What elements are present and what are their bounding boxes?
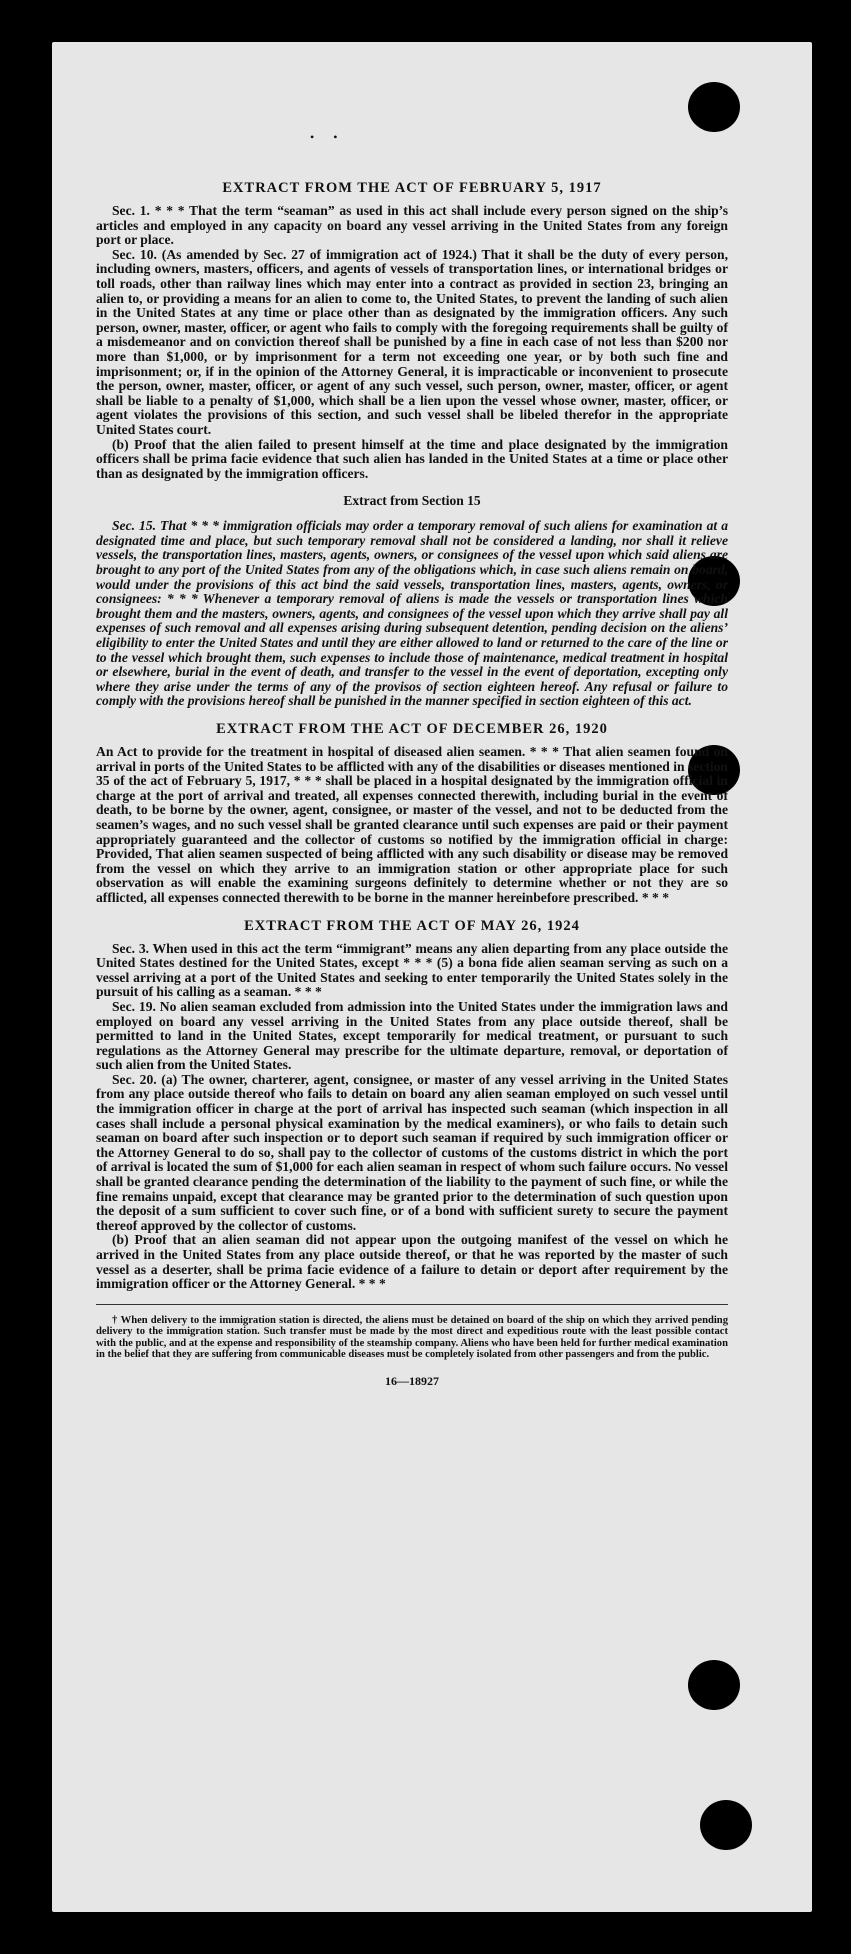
heading-act-1920: EXTRACT FROM THE ACT OF DECEMBER 26, 1920	[216, 721, 608, 737]
paragraph-sec10-b: (b) Proof that the alien failed to present himself at the time and place designated by the immigration officers shall be prima facie evidence that such alien has landed in the United States at a time or place other than as designated by the immigration officers.	[96, 436, 728, 481]
punch-hole	[688, 82, 740, 132]
top-mark: • •	[310, 130, 346, 144]
divider	[96, 1304, 728, 1305]
heading-act-1917: EXTRACT FROM THE ACT OF FEBRUARY 5, 1917	[222, 180, 602, 196]
paragraph-sec1: Sec. 1. * * * That the term “seaman” as used in this act shall include every person signed on the ship’s articles and employed in any capacity on board any vessel arriving in the United States from any foreign port or place.	[96, 203, 728, 248]
document-body	[96, 180, 728, 1389]
footnote	[96, 1315, 728, 1361]
footer-code: 16—18927	[385, 1374, 439, 1389]
paragraph-sec15: Sec. 15. That * * * immigration officials may order a temporary removal of such aliens for examination at a designated time and place, but such temporary removal shall not be considered a landing, nor shall it relieve vessels, the transportation lines, masters, agents, owners, or consignees of the vessel upon which said aliens are brought to any port of the United States from any of the obligations which, in case such aliens remain on board, would under the provisions of this act bind the said vessels, transportation lines, masters, agents, owners, or consignees: * * * Whenever a temporary removal of aliens is made the vessels or transportation lines which brought them and the masters, owners, agents, and consignees of the vessel upon which they arrive shall pay all expenses of such removal and all expenses arising during subsequent detention, pending decision on the aliens’ eligibility to enter the United States and until they are either allowed to land or returned to the care of the line or to the vessel which brought them, such expenses to include those of maintenance, medical treatment in hospital or elsewhere, burial in the event of death, and transfer to the vessel in the event of deportation, excepting only where they arise under the terms of any of the provisos of section eighteen hereof. Any refusal or failure to comply with the provisions hereof shall be punished in the manner specified in section eighteen of this act.	[96, 518, 728, 709]
paragraph-sec19: Sec. 19. No alien seaman excluded from admission into the United States under the immigration laws and employed on board any vessel arriving in the United States from any place outside thereof, shall be permitted to land in the United States, except temporarily for medical treatment, or pursuant to such regulations as the Attorney General may prescribe for the ultimate departure, removal, or deportation of such alien from the United States.	[96, 998, 728, 1073]
subheading-section-15: Extract from Section 15	[343, 493, 481, 509]
footnote-text: † When delivery to the immigration station is directed, the aliens must be detained on board of the ship on which they arrived pending delivery to the immigration station. Such transfer must be made by the most direct and expeditious route with the least possible contact with the public, and at the expense and responsibility of the steamship company. Aliens who have been held for further medical examination in the belief that they are suffering from communicable diseases must be completely isolated from other passengers and from the public.	[96, 1314, 728, 1360]
heading-act-1924: EXTRACT FROM THE ACT OF MAY 26, 1924	[244, 917, 580, 934]
paragraph-sec20-b: (b) Proof that an alien seaman did not appear upon the outgoing manifest of the vessel on which he arrived in the United States from any place outside thereof, or that he was reported by the master of such vessel as a deserter, shall be prima facie evidence of a failure to detain or deport after requirement by the immigration officer or the Attorney General. * * *	[96, 1232, 728, 1292]
paragraph-sec20-a: Sec. 20. (a) The owner, charterer, agent, consignee, or master of any vessel arriving in the United States from any place outside thereof who fails to detain on board any alien seaman employed on such vessel until the immigration officer in charge at the port of arrival has inspected such seaman (which inspection in all cases shall include a personal physical examination by the medical examiners), or who fails to detain such seaman on board after such inspection or to deport such seaman if required by such immigration officer or the Attorney General to do so, shall pay to the collector of customs of the customs district in which the port of arrival is located the sum of $1,000 for each alien seaman in respect of whom such failure occurs. No vessel shall be granted clearance pending the determination of the liability to the payment of such fine, or while the fine remains unpaid, except that clearance may be granted prior to the determination of such question upon the deposit of a sum sufficient to cover such fine, or of a bond with sufficient surety to secure the payment thereof approved by the collector of customs.	[96, 1071, 728, 1233]
paragraph-sec10: Sec. 10. (As amended by Sec. 27 of immigration act of 1924.) That it shall be the duty of every person, including owners, masters, officers, and agents of vessels of transportation lines, or international bridges or toll roads, other than railway lines which may enter into a contract as provided in section 23, bringing an alien to, or providing a means for an alien to come to, the United States, to prevent the landing of such alien in the United States at any time or place other than as designated by the immigration officers. Any such person, owner, master, officer, or agent who fails to comply with the foregoing requirements shall be guilty of a misdemeanor and on conviction thereof shall be punished by a fine in each case of not less than $200 nor more than $1,000, or by imprisonment for a term not exceeding one year, or by both such fine and imprisonment; or, if in the opinion of the Attorney General, it is impracticable or inconvenient to prosecute the person, owner, master, officer, or agent of any such vessel, such person, owner, master, officer, or agent shall be liable to a penalty of $1,000, which shall be a lien upon the vessel whose owner, master, officer, or agent violates the provisions of this section, and such vessel shall be libeled therefor in the appropriate United States court.	[96, 246, 728, 437]
paragraph-sec3: Sec. 3. When used in this act the term “immigrant” means any alien departing from any place outside the United States destined for the United States, except * * * (5) a bona fide alien seaman serving as such on a vessel arriving at a port of the United States and seeking to enter temporarily the United States solely in the pursuit of his calling as a seaman. * * *	[96, 940, 728, 1000]
punch-hole	[700, 1800, 752, 1850]
paragraph-act-1920: An Act to provide for the treatment in hospital of diseased alien seamen. * * * That alien seamen found on arrival in ports of the United States to be afflicted with any of the disabilities or diseases mentioned in section 35 of the act of February 5, 1917, * * * shall be placed in a hospital designated by the immigration official in charge at the port of arrival and treated, all expenses connected therewith, including burial in the event of death, to be borne by the owner, agent, consignee, or master of the vessel, and not to be deducted from the seamen’s wages, and no such vessel shall be granted clearance until such expenses are paid or their payment appropriately guaranteed and the collector of customs so notified by the immigration official in charge: Provided, That alien seamen suspected of being afflicted with any such disability or disease may be removed from the vessel on which they arrive to an immigration station or other appropriate place for such observation as will enable the examining surgeons definitely to determine whether or not they are so afflicted, all expenses connected therewith to be borne in the manner hereinbefore prescribed. * * *	[96, 744, 728, 905]
punch-hole	[688, 1660, 740, 1710]
